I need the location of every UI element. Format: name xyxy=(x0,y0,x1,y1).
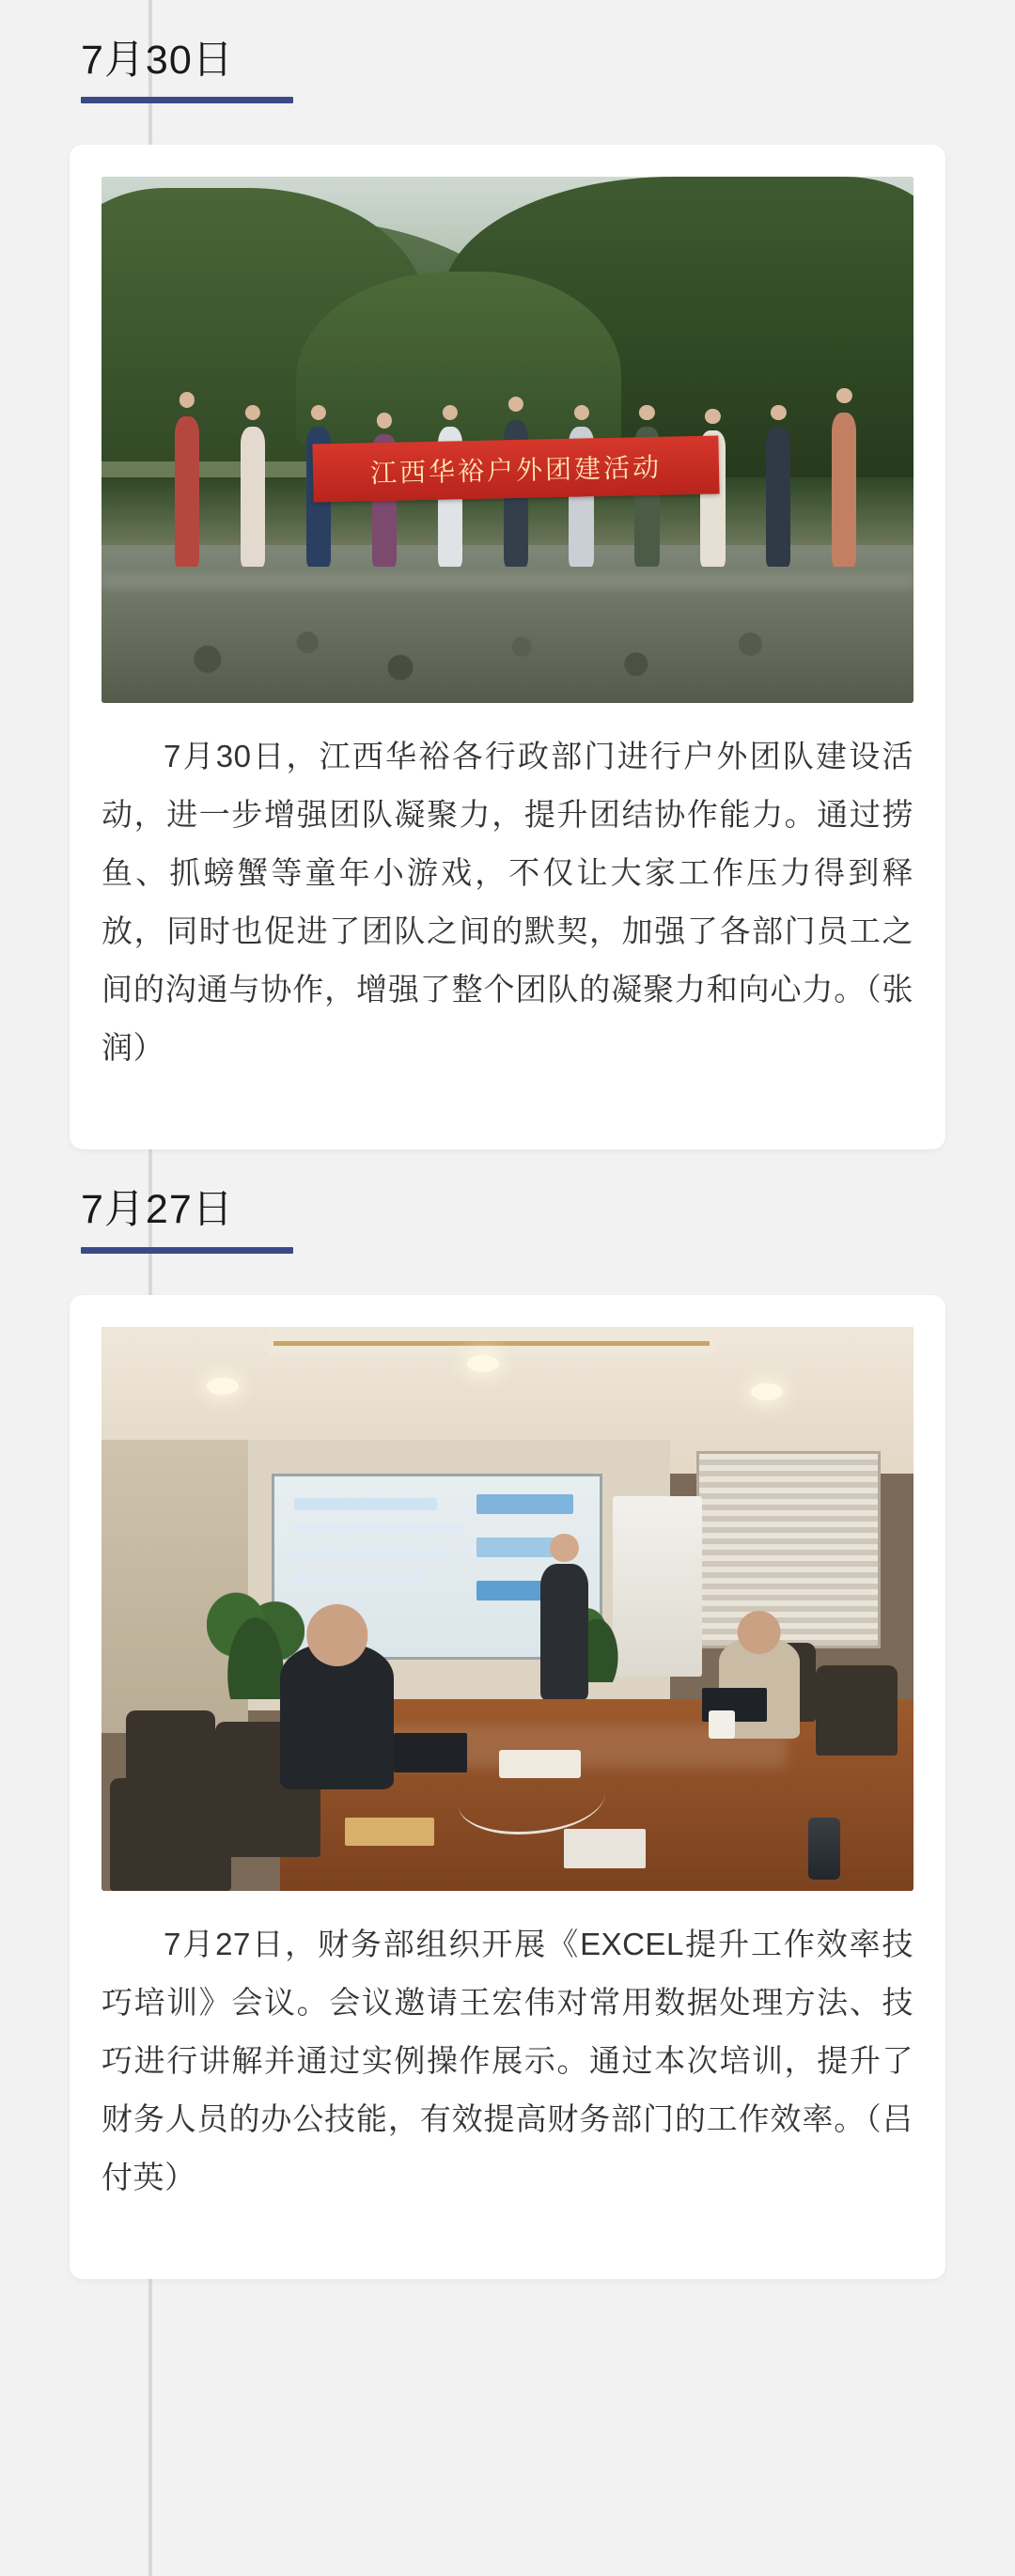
ceiling-light-icon xyxy=(207,1378,239,1395)
date-label: 7月27日 xyxy=(81,1187,234,1233)
date-underline xyxy=(81,97,293,103)
thermos-icon xyxy=(808,1818,841,1880)
person-figure xyxy=(832,413,856,567)
chair-icon xyxy=(110,1778,232,1891)
window-blind-icon xyxy=(696,1451,881,1648)
photo-illustration xyxy=(102,177,914,703)
date-heading xyxy=(0,1149,1015,1253)
entry-caption: 7月30日，江西华裕各行政部门进行户外团队建设活动，进一步增强团队凝聚力，提升团结协作能力。通过捞鱼、抓螃蟹等童年小游戏，不仅让大家工作压力得到释放，同时也促进了团队之间的默契，加强了各部门员工之间的沟通与协作，增强了整个团队的凝聚力和向心力。（张润） xyxy=(102,739,914,1066)
person-figure xyxy=(241,427,265,567)
date-heading xyxy=(0,0,1015,103)
slide-element xyxy=(294,1549,450,1560)
person-figure xyxy=(175,416,199,567)
date-label: 7月30日 xyxy=(81,38,234,83)
documents-icon xyxy=(345,1818,434,1846)
entry-caption: 7月27日，财务部组织开展《EXCEL提升工作效率技巧培训》会议。会议邀请王宏伟对常用数据处理方法、技巧进行讲解并通过实例操作展示。通过本次培训，提升了财务人员的办公技能，有效提高财务部门的工作效率。（吕付英） xyxy=(102,1926,914,2194)
box-icon xyxy=(564,1829,645,1868)
slide-element xyxy=(476,1494,574,1514)
slide-element xyxy=(294,1523,463,1535)
attendee-figure xyxy=(280,1643,394,1789)
ceiling-light-icon xyxy=(751,1383,783,1400)
outdoor-team-building-photo xyxy=(102,177,914,703)
presenter-figure xyxy=(540,1564,589,1699)
ceiling-light-icon xyxy=(467,1355,499,1372)
timeline-entry xyxy=(0,1149,1015,2278)
event-banner xyxy=(312,436,719,503)
date-underline xyxy=(81,1247,293,1254)
laptop-icon xyxy=(394,1733,467,1772)
rocks-icon xyxy=(150,609,865,694)
chair-icon xyxy=(816,1665,897,1756)
person-figure xyxy=(766,427,790,567)
cup-icon xyxy=(709,1710,735,1739)
timeline-entry xyxy=(0,0,1015,1149)
slide-element xyxy=(294,1498,437,1510)
photo-illustration xyxy=(102,1327,914,1891)
excel-training-meeting-photo xyxy=(102,1327,914,1891)
event-banner-text: 江西华裕户外团建活动 xyxy=(369,451,662,490)
entry-card xyxy=(70,1295,945,2279)
entry-card xyxy=(70,145,945,1149)
slide-element xyxy=(294,1574,424,1585)
ceiling-inset xyxy=(264,1332,719,1355)
